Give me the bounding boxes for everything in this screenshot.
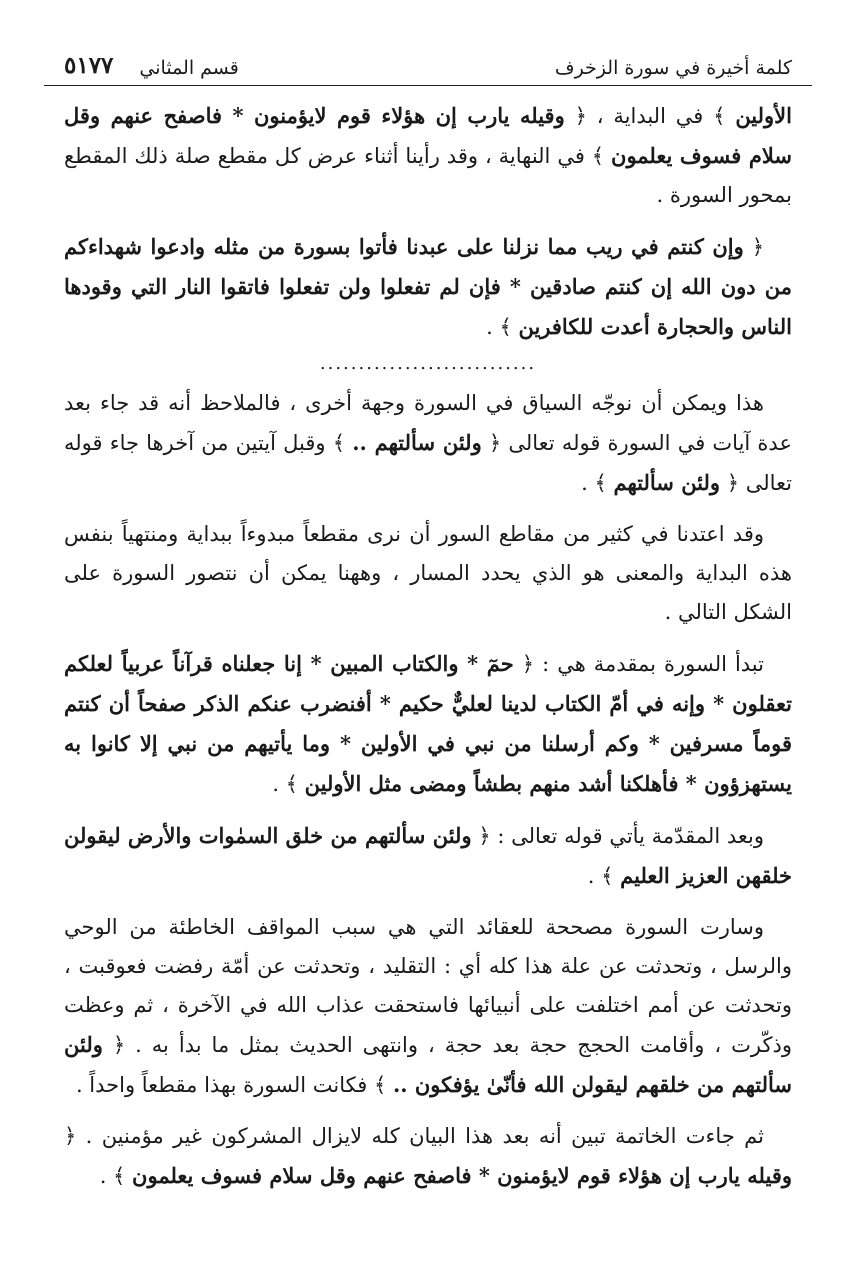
commentary-text: ﴾ . [99, 1164, 133, 1188]
paragraph [64, 227, 792, 347]
paragraph [64, 816, 792, 896]
commentary-text: ﴾ . [486, 315, 519, 339]
commentary-text: ﴾ . [581, 471, 614, 495]
section-name: قسم المثاني [139, 57, 239, 79]
paragraph [64, 1117, 792, 1196]
quran-verse-text: ولئن سألتهم من خلق السمٰوات والأرض ليقولن خلقهن العزيز العليم [64, 823, 792, 888]
header-left-group [64, 52, 239, 79]
running-title: كلمة أخيرة في سورة الزخرف [554, 57, 792, 79]
quran-verse-text: ولئن سألتهم .. [352, 430, 482, 455]
commentary-text: هذا ويمكن أن نوجّه السياق في السورة وجهة أخرى ، فالملاحظ أنه قد جاء بعد عدة آيات في السورة قوله تعالى ﴿ [64, 391, 792, 455]
paragraph [64, 384, 792, 503]
commentary-text: ﴾ . [272, 772, 305, 796]
quran-verse-text: وقيله يارب إن هؤلاء قوم لايؤمنون * فاصفح عنهم وقل سلام فسوف يعلمون [132, 1163, 792, 1188]
paragraph [64, 908, 792, 1105]
quran-verse-text: وإن كنتم في ريب مما نزلنا على عبدنا فأتوا بسورة من مثله وادعوا شهداءكم من دون الله إن كنتم صادقين * فإن لم تفعلوا ولن تفعلوا فاتقوا النار التي وقودها الناس والحجارة أعدت للكافرين [64, 234, 792, 339]
commentary-text: ﴾ . [587, 864, 621, 888]
paragraph [64, 644, 792, 804]
quran-verse-text: ولئن سألتهم [613, 470, 721, 495]
quran-verse-text: وقيله يارب إن هؤلاء قوم لايؤمنون * فاصفح عنهم وقل سلام فسوف يعلمون [64, 103, 792, 168]
commentary-text: وقد اعتدنا في كثير من مقاطع السور أن نرى مقطعاً مبدوءاً ببداية ومنتهياً بنفس هذه البداية والمعنى هو الذي يحدد المسار ، وههنا يمكن أن نتصور السورة على الشكل التالي . [64, 522, 792, 624]
quran-verse-text: حمٓ * والكتاب المبين * إنا جعلناه قرآناً عربياً لعلكم تعقلون * وإنه في أمّ الكتاب لدينا لعليٌّ حكيم * أفنضرب عنكم الذكر صفحاً أن كنتم قوماً مسرفين * وكم أرسلنا من نبي في الأولين * وما يأتيهم من نبي إلا كانوا به يستهزؤون * فأهلكنا أشد منهم بطشاً ومضى مثل الأولين [64, 651, 792, 796]
quran-verse-text: ولئن سألتهم من خلقهم ليقولن الله فأنّىٰ يؤفكون .. [64, 1032, 792, 1097]
section-separator: ............................ [319, 353, 537, 374]
commentary-text: تبدأ السورة بمقدمة هي : ﴿ [513, 652, 764, 676]
page-body [44, 86, 812, 1196]
commentary-text: ﴾ في البداية ، ﴿ [564, 104, 736, 128]
commentary-text: وبعد المقدّمة يأتي قوله تعالى : ﴿ [471, 824, 764, 848]
commentary-text: وسارت السورة مصححة للعقائد التي هي سبب المواقف الخاطئة من الوحي والرسل ، وتحدثت عن علة هذا كله أي : التقليد ، وتحدثت عن أمّة رفضت فعوقبت ، وتحدثت عن أمم اختلفت على أنبيائها فاستحقت عذاب الله في الآخرة ، ثم وعظت وذكّرت ، وأقامت الحجج حجة بعد حجة ، وانتهى الحديث بمثل ما بدأ به . ﴿ [64, 915, 792, 1057]
running-header [44, 52, 812, 86]
page-number: ٥١٧٧ [64, 52, 114, 79]
quran-verse-text: الأولين [735, 103, 792, 128]
commentary-text: ﴿ [743, 235, 765, 259]
paragraph [64, 96, 792, 215]
paragraph [64, 515, 792, 632]
commentary-text: ثم جاءت الخاتمة تبين أنه بعد هذا البيان كله لايزال المشركون غير مؤمنين . ﴿ [64, 1124, 764, 1148]
commentary-text: ﴾ وقبل آيتين من آخرها جاء قوله تعالى ﴿ [64, 431, 792, 495]
commentary-text: ﴾ في النهاية ، وقد رأينا أثناء عرض كل مقطع صلة ذلك المقطع بمحور السورة . [64, 144, 792, 207]
commentary-text: ﴾ فكانت السورة بهذا مقطعاً واحداً . [75, 1073, 393, 1097]
